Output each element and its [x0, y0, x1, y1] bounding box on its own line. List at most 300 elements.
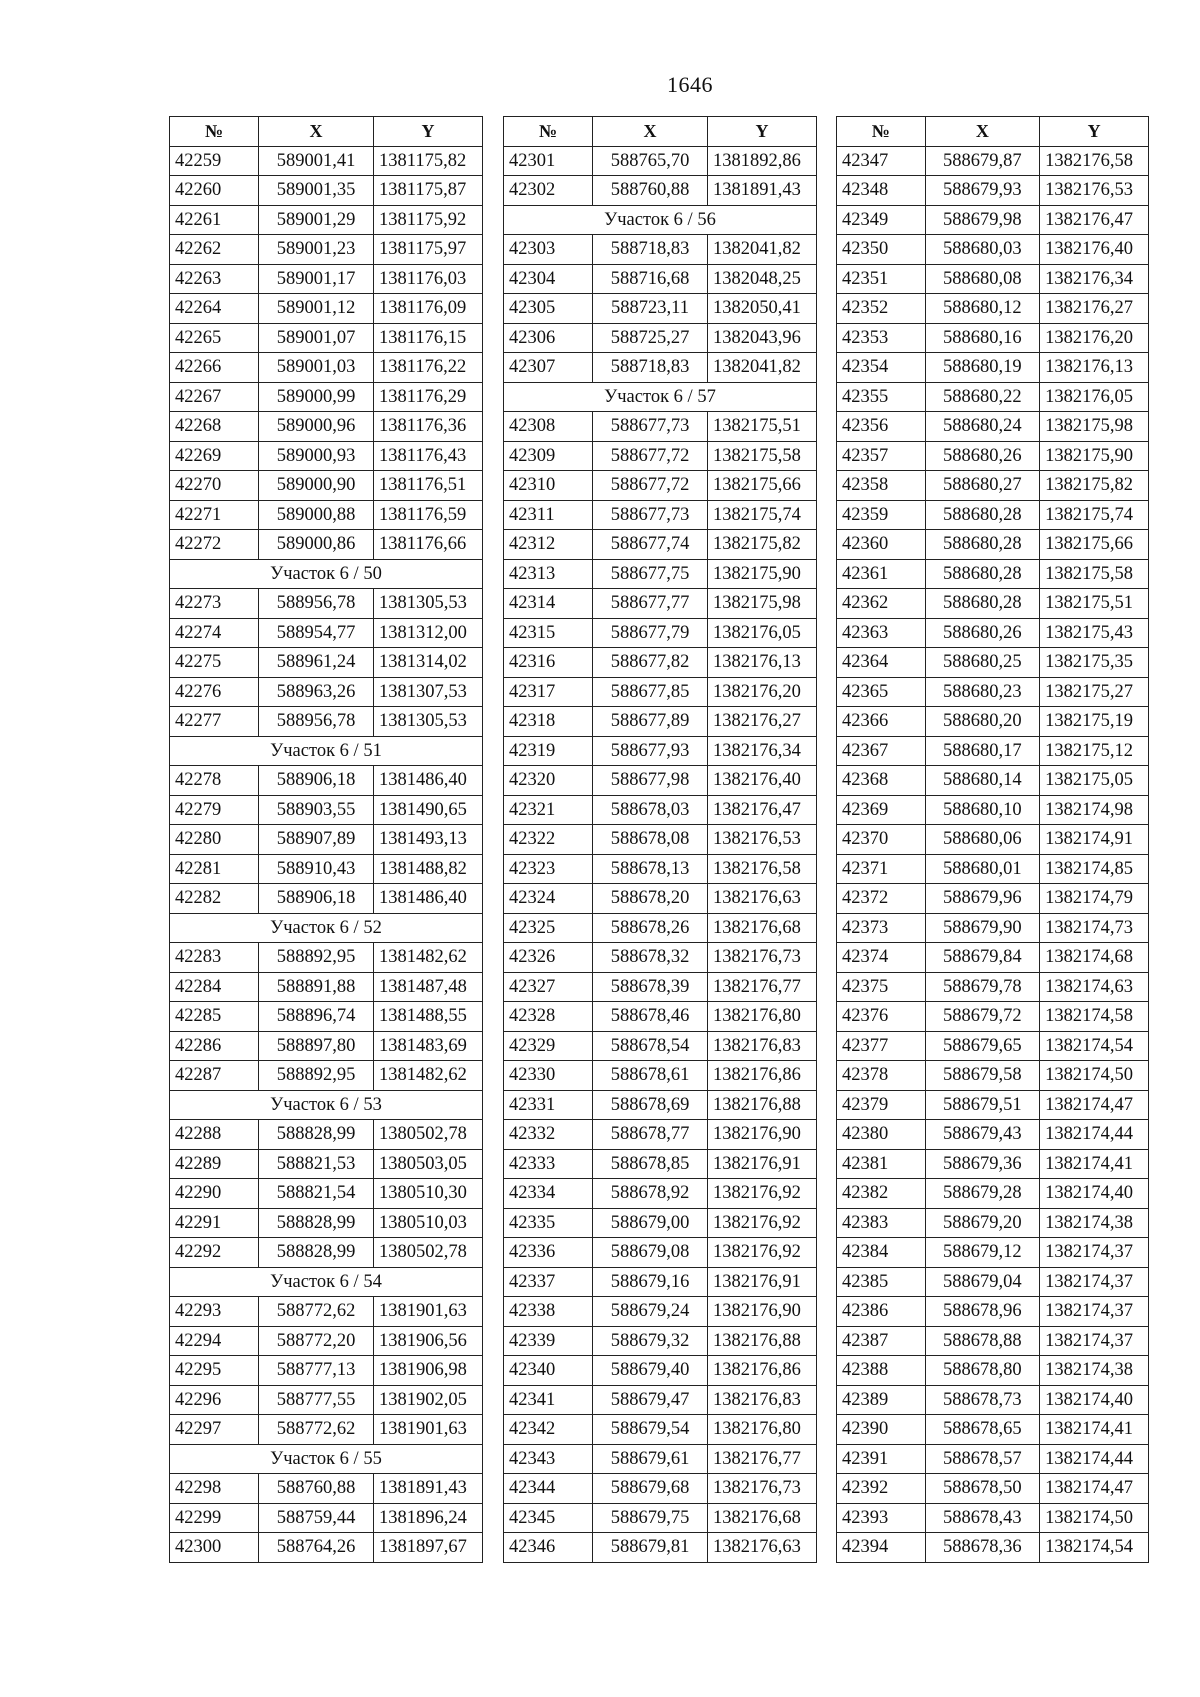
point-number: 42345 — [504, 1503, 593, 1533]
point-number: 42387 — [837, 1326, 926, 1356]
point-number: 42323 — [504, 854, 593, 884]
point-number: 42375 — [837, 972, 926, 1002]
table-row — [837, 1002, 1149, 1032]
header-number: № — [170, 117, 259, 147]
point-number: 42352 — [837, 294, 926, 324]
section-title: Участок 6 / 56 — [504, 205, 817, 235]
section-row — [504, 382, 817, 412]
table-row — [837, 264, 1149, 294]
y-coordinate: 1382174,85 — [1040, 854, 1149, 884]
x-coordinate: 589001,35 — [259, 176, 374, 206]
x-coordinate: 588680,28 — [925, 559, 1040, 589]
x-coordinate: 589001,17 — [259, 264, 374, 294]
y-coordinate: 1381176,29 — [374, 382, 483, 412]
table-row — [837, 1385, 1149, 1415]
table-row — [837, 382, 1149, 412]
table-row — [837, 795, 1149, 825]
section-row — [170, 736, 483, 766]
x-coordinate: 589001,03 — [259, 353, 374, 383]
x-coordinate: 588956,78 — [259, 589, 374, 619]
point-number: 42383 — [837, 1208, 926, 1238]
y-coordinate: 1381176,43 — [374, 441, 483, 471]
x-coordinate: 588677,85 — [593, 677, 708, 707]
table-row — [837, 235, 1149, 265]
point-number: 42392 — [837, 1474, 926, 1504]
x-coordinate: 588760,88 — [259, 1474, 374, 1504]
y-coordinate: 1381176,36 — [374, 412, 483, 442]
x-coordinate: 588680,14 — [925, 766, 1040, 796]
y-coordinate: 1382175,90 — [1040, 441, 1149, 471]
point-number: 42358 — [837, 471, 926, 501]
y-coordinate: 1382174,47 — [1040, 1090, 1149, 1120]
y-coordinate: 1381486,40 — [374, 766, 483, 796]
x-coordinate: 588892,95 — [259, 1061, 374, 1091]
x-coordinate: 588680,01 — [925, 854, 1040, 884]
x-coordinate: 588772,62 — [259, 1415, 374, 1445]
point-number: 42351 — [837, 264, 926, 294]
y-coordinate: 1382174,73 — [1040, 913, 1149, 943]
y-coordinate: 1382176,63 — [708, 884, 817, 914]
x-coordinate: 588680,24 — [925, 412, 1040, 442]
point-number: 42360 — [837, 530, 926, 560]
table-row — [837, 913, 1149, 943]
x-coordinate: 588821,53 — [259, 1149, 374, 1179]
point-number: 42385 — [837, 1267, 926, 1297]
y-coordinate: 1381488,82 — [374, 854, 483, 884]
y-coordinate: 1381482,62 — [374, 943, 483, 973]
y-coordinate: 1381175,97 — [374, 235, 483, 265]
y-coordinate: 1381314,02 — [374, 648, 483, 678]
y-coordinate: 1382174,50 — [1040, 1503, 1149, 1533]
point-number: 42270 — [170, 471, 259, 501]
x-coordinate: 588677,72 — [593, 471, 708, 501]
table-row — [170, 1415, 483, 1445]
table-row — [837, 1444, 1149, 1474]
x-coordinate: 588677,77 — [593, 589, 708, 619]
point-number: 42291 — [170, 1208, 259, 1238]
table-row — [170, 294, 483, 324]
point-number: 42355 — [837, 382, 926, 412]
x-coordinate: 588680,12 — [925, 294, 1040, 324]
point-number: 42340 — [504, 1356, 593, 1386]
point-number: 42263 — [170, 264, 259, 294]
x-coordinate: 588954,77 — [259, 618, 374, 648]
x-coordinate: 588679,32 — [593, 1326, 708, 1356]
table-row — [837, 500, 1149, 530]
y-coordinate: 1381176,09 — [374, 294, 483, 324]
x-coordinate: 588679,24 — [593, 1297, 708, 1327]
x-coordinate: 588963,26 — [259, 677, 374, 707]
y-coordinate: 1382176,13 — [708, 648, 817, 678]
y-coordinate: 1382174,37 — [1040, 1297, 1149, 1327]
table-row — [837, 1326, 1149, 1356]
point-number: 42320 — [504, 766, 593, 796]
table-row — [504, 1385, 817, 1415]
y-coordinate: 1382176,86 — [708, 1356, 817, 1386]
header-number: № — [504, 117, 593, 147]
table-row — [170, 943, 483, 973]
y-coordinate: 1382174,79 — [1040, 884, 1149, 914]
x-coordinate: 588896,74 — [259, 1002, 374, 1032]
point-number: 42277 — [170, 707, 259, 737]
point-number: 42282 — [170, 884, 259, 914]
table-row — [837, 1533, 1149, 1563]
y-coordinate: 1381307,53 — [374, 677, 483, 707]
y-coordinate: 1382174,38 — [1040, 1208, 1149, 1238]
table-row — [170, 766, 483, 796]
x-coordinate: 588679,81 — [593, 1533, 708, 1563]
x-coordinate: 589000,88 — [259, 500, 374, 530]
y-coordinate: 1380510,30 — [374, 1179, 483, 1209]
table-row — [837, 530, 1149, 560]
y-coordinate: 1382174,47 — [1040, 1474, 1149, 1504]
point-number: 42296 — [170, 1385, 259, 1415]
table-row — [504, 1002, 817, 1032]
point-number: 42334 — [504, 1179, 593, 1209]
table-row — [504, 323, 817, 353]
table-row — [170, 1533, 483, 1563]
point-number: 42393 — [837, 1503, 926, 1533]
table-row — [504, 412, 817, 442]
x-coordinate: 588680,17 — [925, 736, 1040, 766]
table-row — [504, 1179, 817, 1209]
table-row — [837, 1031, 1149, 1061]
x-coordinate: 588678,65 — [925, 1415, 1040, 1445]
x-coordinate: 588680,26 — [925, 441, 1040, 471]
x-coordinate: 588907,89 — [259, 825, 374, 855]
header-number: № — [837, 117, 926, 147]
x-coordinate: 588679,68 — [593, 1474, 708, 1504]
x-coordinate: 588680,26 — [925, 618, 1040, 648]
point-number: 42328 — [504, 1002, 593, 1032]
point-number: 42359 — [837, 500, 926, 530]
table-row — [504, 884, 817, 914]
x-coordinate: 588897,80 — [259, 1031, 374, 1061]
table-row — [504, 795, 817, 825]
point-number: 42371 — [837, 854, 926, 884]
point-number: 42275 — [170, 648, 259, 678]
x-coordinate: 588677,79 — [593, 618, 708, 648]
y-coordinate: 1382176,77 — [708, 972, 817, 1002]
table-row — [837, 441, 1149, 471]
table-row — [170, 146, 483, 176]
y-coordinate: 1382174,54 — [1040, 1533, 1149, 1563]
table-row — [170, 471, 483, 501]
y-coordinate: 1382175,58 — [1040, 559, 1149, 589]
y-coordinate: 1382175,82 — [708, 530, 817, 560]
point-number: 42302 — [504, 176, 593, 206]
x-coordinate: 588679,16 — [593, 1267, 708, 1297]
table-row — [504, 618, 817, 648]
y-coordinate: 1381175,82 — [374, 146, 483, 176]
x-coordinate: 589001,23 — [259, 235, 374, 265]
point-number: 42388 — [837, 1356, 926, 1386]
point-number: 42259 — [170, 146, 259, 176]
point-number: 42370 — [837, 825, 926, 855]
x-coordinate: 588677,89 — [593, 707, 708, 737]
table-row — [504, 1149, 817, 1179]
y-coordinate: 1381488,55 — [374, 1002, 483, 1032]
table-row — [837, 618, 1149, 648]
point-number: 42306 — [504, 323, 593, 353]
point-number: 42327 — [504, 972, 593, 1002]
point-number: 42260 — [170, 176, 259, 206]
point-number: 42283 — [170, 943, 259, 973]
point-number: 42394 — [837, 1533, 926, 1563]
point-number: 42276 — [170, 677, 259, 707]
table-row — [170, 382, 483, 412]
point-number: 42356 — [837, 412, 926, 442]
point-number: 42350 — [837, 235, 926, 265]
x-coordinate: 589000,96 — [259, 412, 374, 442]
y-coordinate: 1381176,22 — [374, 353, 483, 383]
table-row — [170, 500, 483, 530]
y-coordinate: 1380502,78 — [374, 1120, 483, 1150]
point-number: 42364 — [837, 648, 926, 678]
x-coordinate: 588906,18 — [259, 884, 374, 914]
x-coordinate: 588678,39 — [593, 972, 708, 1002]
point-number: 42290 — [170, 1179, 259, 1209]
point-number: 42317 — [504, 677, 593, 707]
x-coordinate: 588679,61 — [593, 1444, 708, 1474]
x-coordinate: 588678,80 — [925, 1356, 1040, 1386]
table-row — [837, 471, 1149, 501]
table-row — [504, 648, 817, 678]
point-number: 42366 — [837, 707, 926, 737]
table-row — [170, 530, 483, 560]
header-y: Y — [374, 117, 483, 147]
table-row — [170, 353, 483, 383]
x-coordinate: 588678,36 — [925, 1533, 1040, 1563]
point-number: 42325 — [504, 913, 593, 943]
y-coordinate: 1382175,19 — [1040, 707, 1149, 737]
table-row — [837, 825, 1149, 855]
x-coordinate: 588680,08 — [925, 264, 1040, 294]
point-number: 42262 — [170, 235, 259, 265]
table-row — [504, 1031, 817, 1061]
coordinate-table-3 — [836, 116, 1149, 1563]
point-number: 42308 — [504, 412, 593, 442]
x-coordinate: 588891,88 — [259, 972, 374, 1002]
table-row — [837, 1297, 1149, 1327]
table-row — [837, 1238, 1149, 1268]
section-row — [170, 1090, 483, 1120]
coordinate-tables — [169, 116, 1149, 1596]
point-number: 42278 — [170, 766, 259, 796]
table-row — [837, 736, 1149, 766]
point-number: 42391 — [837, 1444, 926, 1474]
point-number: 42294 — [170, 1326, 259, 1356]
x-coordinate: 588679,08 — [593, 1238, 708, 1268]
y-coordinate: 1380502,78 — [374, 1238, 483, 1268]
y-coordinate: 1382176,05 — [1040, 382, 1149, 412]
y-coordinate: 1382175,66 — [708, 471, 817, 501]
y-coordinate: 1382176,83 — [708, 1031, 817, 1061]
section-row — [504, 205, 817, 235]
y-coordinate: 1382174,58 — [1040, 1002, 1149, 1032]
x-coordinate: 588679,00 — [593, 1208, 708, 1238]
x-coordinate: 588956,78 — [259, 707, 374, 737]
table-row — [170, 1297, 483, 1327]
y-coordinate: 1382176,88 — [708, 1326, 817, 1356]
table-row — [504, 559, 817, 589]
table-row — [837, 412, 1149, 442]
x-coordinate: 588679,40 — [593, 1356, 708, 1386]
y-coordinate: 1381312,00 — [374, 618, 483, 648]
x-coordinate: 588678,46 — [593, 1002, 708, 1032]
y-coordinate: 1381486,40 — [374, 884, 483, 914]
y-coordinate: 1382176,86 — [708, 1061, 817, 1091]
table-row — [837, 1267, 1149, 1297]
table-row — [837, 353, 1149, 383]
y-coordinate: 1382176,34 — [1040, 264, 1149, 294]
y-coordinate: 1382174,40 — [1040, 1385, 1149, 1415]
y-coordinate: 1381176,03 — [374, 264, 483, 294]
x-coordinate: 588828,99 — [259, 1208, 374, 1238]
y-coordinate: 1382175,35 — [1040, 648, 1149, 678]
point-number: 42348 — [837, 176, 926, 206]
table-row — [837, 176, 1149, 206]
header-x: X — [593, 117, 708, 147]
y-coordinate: 1381493,13 — [374, 825, 483, 855]
table-row — [504, 736, 817, 766]
point-number: 42266 — [170, 353, 259, 383]
header-x: X — [259, 117, 374, 147]
point-number: 42343 — [504, 1444, 593, 1474]
header-x: X — [925, 117, 1040, 147]
x-coordinate: 588679,51 — [925, 1090, 1040, 1120]
x-coordinate: 588678,92 — [593, 1179, 708, 1209]
x-coordinate: 588725,27 — [593, 323, 708, 353]
y-coordinate: 1382176,40 — [708, 766, 817, 796]
y-coordinate: 1382174,40 — [1040, 1179, 1149, 1209]
y-coordinate: 1382174,91 — [1040, 825, 1149, 855]
point-number: 42281 — [170, 854, 259, 884]
x-coordinate: 588679,75 — [593, 1503, 708, 1533]
x-coordinate: 588910,43 — [259, 854, 374, 884]
x-coordinate: 588718,83 — [593, 235, 708, 265]
x-coordinate: 589000,86 — [259, 530, 374, 560]
y-coordinate: 1382176,68 — [708, 913, 817, 943]
table-row — [837, 294, 1149, 324]
table-row — [837, 1503, 1149, 1533]
table-row — [170, 1238, 483, 1268]
x-coordinate: 588679,98 — [925, 205, 1040, 235]
y-coordinate: 1382175,98 — [708, 589, 817, 619]
x-coordinate: 588679,36 — [925, 1149, 1040, 1179]
point-number: 42287 — [170, 1061, 259, 1091]
y-coordinate: 1382175,74 — [1040, 500, 1149, 530]
coordinate-table-2 — [503, 116, 817, 1563]
table-row — [170, 707, 483, 737]
x-coordinate: 588680,25 — [925, 648, 1040, 678]
y-coordinate: 1382175,43 — [1040, 618, 1149, 648]
x-coordinate: 588777,55 — [259, 1385, 374, 1415]
y-coordinate: 1382176,92 — [708, 1238, 817, 1268]
x-coordinate: 589001,41 — [259, 146, 374, 176]
x-coordinate: 588680,28 — [925, 589, 1040, 619]
y-coordinate: 1382176,05 — [708, 618, 817, 648]
y-coordinate: 1382176,90 — [708, 1120, 817, 1150]
y-coordinate: 1381891,43 — [374, 1474, 483, 1504]
point-number: 42322 — [504, 825, 593, 855]
point-number: 42368 — [837, 766, 926, 796]
y-coordinate: 1382176,80 — [708, 1415, 817, 1445]
table-row — [504, 1533, 817, 1563]
table-header-row — [170, 117, 483, 147]
table-row — [170, 795, 483, 825]
y-coordinate: 1381896,24 — [374, 1503, 483, 1533]
point-number: 42273 — [170, 589, 259, 619]
y-coordinate: 1382176,53 — [708, 825, 817, 855]
x-coordinate: 588678,61 — [593, 1061, 708, 1091]
y-coordinate: 1382174,37 — [1040, 1238, 1149, 1268]
x-coordinate: 588680,20 — [925, 707, 1040, 737]
x-coordinate: 588677,73 — [593, 412, 708, 442]
table-row — [837, 1208, 1149, 1238]
table-row — [170, 854, 483, 884]
y-coordinate: 1381901,63 — [374, 1297, 483, 1327]
x-coordinate: 588678,13 — [593, 854, 708, 884]
y-coordinate: 1382176,47 — [708, 795, 817, 825]
table-header-row — [504, 117, 817, 147]
table-row — [837, 1356, 1149, 1386]
table-row — [170, 323, 483, 353]
x-coordinate: 589000,90 — [259, 471, 374, 501]
y-coordinate: 1381891,43 — [708, 176, 817, 206]
table-row — [504, 972, 817, 1002]
point-number: 42264 — [170, 294, 259, 324]
x-coordinate: 588680,23 — [925, 677, 1040, 707]
x-coordinate: 588760,88 — [593, 176, 708, 206]
table-row — [504, 1267, 817, 1297]
y-coordinate: 1382174,54 — [1040, 1031, 1149, 1061]
section-row — [170, 913, 483, 943]
y-coordinate: 1380510,03 — [374, 1208, 483, 1238]
y-coordinate: 1381176,59 — [374, 500, 483, 530]
x-coordinate: 589001,12 — [259, 294, 374, 324]
point-number: 42331 — [504, 1090, 593, 1120]
table-row — [504, 1474, 817, 1504]
table-row — [837, 972, 1149, 1002]
point-number: 42285 — [170, 1002, 259, 1032]
y-coordinate: 1381906,98 — [374, 1356, 483, 1386]
y-coordinate: 1382174,38 — [1040, 1356, 1149, 1386]
table-row — [170, 205, 483, 235]
point-number: 42314 — [504, 589, 593, 619]
table-row — [837, 766, 1149, 796]
point-number: 42304 — [504, 264, 593, 294]
y-coordinate: 1382176,73 — [708, 1474, 817, 1504]
x-coordinate: 588679,20 — [925, 1208, 1040, 1238]
point-number: 42309 — [504, 441, 593, 471]
x-coordinate: 588906,18 — [259, 766, 374, 796]
x-coordinate: 588677,98 — [593, 766, 708, 796]
y-coordinate: 1381305,53 — [374, 707, 483, 737]
y-coordinate: 1382176,13 — [1040, 353, 1149, 383]
point-number: 42300 — [170, 1533, 259, 1563]
y-coordinate: 1382176,68 — [708, 1503, 817, 1533]
point-number: 42341 — [504, 1385, 593, 1415]
y-coordinate: 1382175,82 — [1040, 471, 1149, 501]
table-row — [504, 176, 817, 206]
table-row — [170, 264, 483, 294]
table-row — [837, 1179, 1149, 1209]
y-coordinate: 1382175,27 — [1040, 677, 1149, 707]
x-coordinate: 588679,43 — [925, 1120, 1040, 1150]
x-coordinate: 588678,85 — [593, 1149, 708, 1179]
point-number: 42346 — [504, 1533, 593, 1563]
